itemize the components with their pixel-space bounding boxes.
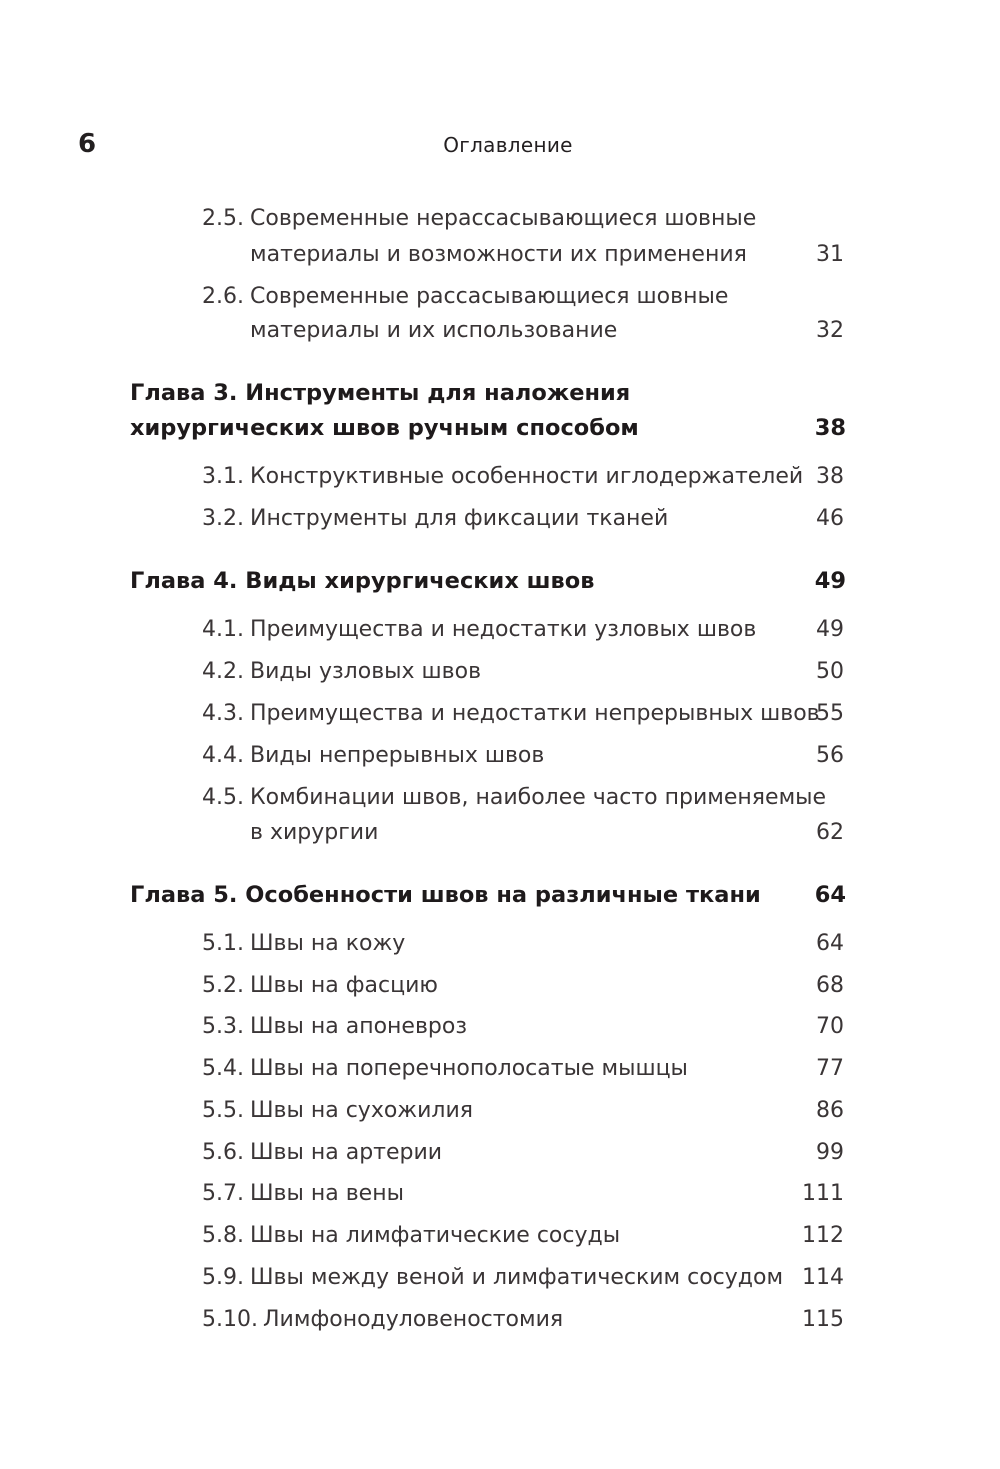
toc-entry-number: 5.10. [202, 1307, 258, 1332]
toc-entry-number: 3.1. [202, 464, 244, 489]
toc-entry-number: 5.9. [202, 1265, 244, 1290]
toc-entry-title: Виды узловых швов [250, 659, 482, 684]
toc-entry-title: Швы на апоневроз [250, 1014, 468, 1039]
toc-entry-title: Швы на вены [250, 1181, 404, 1206]
toc-entry-page: 62 [816, 820, 844, 845]
toc-entry-page: 111 [802, 1181, 844, 1206]
toc-entry-page: 38 [816, 464, 844, 489]
toc-entry-page: 68 [816, 973, 844, 998]
toc-entry-title-line2: материалы и их использование [250, 318, 618, 343]
toc-entry-page: 49 [816, 617, 844, 642]
toc-entry-number: 5.4. [202, 1056, 244, 1081]
toc-chapter-page: 64 [814, 882, 846, 908]
page-number: 6 [78, 129, 97, 159]
toc-entry-number: 5.8. [202, 1223, 244, 1248]
toc-entry-page: 99 [816, 1140, 844, 1165]
toc-entry-page: 50 [816, 659, 844, 684]
toc-entry-title: Конструктивные особенности иглодержателей [250, 464, 804, 489]
toc-entry-number: 4.2. [202, 659, 244, 684]
toc-entry-page: 77 [816, 1056, 844, 1081]
toc-chapter-title-line2: хирургических швов ручным способом [130, 415, 639, 441]
toc-chapter-page: 49 [814, 568, 846, 594]
toc-entry-number: 2.5. [202, 206, 244, 231]
toc-entry-page: 32 [816, 318, 844, 343]
toc-chapter-title: Глава 4. Виды хирургических швов [130, 568, 595, 594]
toc-entry-title: Виды непрерывных швов [250, 743, 545, 768]
toc-entry-number: 5.3. [202, 1014, 244, 1039]
toc-entry-page: 64 [816, 931, 844, 956]
toc-entry-page: 114 [802, 1265, 844, 1290]
toc-entry-title: Инструменты для фиксации тканей [250, 506, 669, 531]
toc-entry-title-line2: в хирургии [250, 820, 379, 845]
toc-entry-page: 115 [802, 1307, 844, 1332]
toc-entry-title: Швы на артерии [250, 1140, 443, 1165]
toc-entry-title: Швы на лимфатические сосуды [250, 1223, 621, 1248]
toc-entry-number: 5.6. [202, 1140, 244, 1165]
toc-entry-title: Швы на фасцию [250, 973, 438, 998]
toc-entry-title-line1: Современные нерассасывающиеся шовные [250, 206, 757, 231]
toc-entry-title: Преимущества и недостатки узловых швов [250, 617, 757, 642]
toc-entry-number: 5.7. [202, 1181, 244, 1206]
toc-entry-page: 56 [816, 743, 844, 768]
toc-entry-page: 55 [816, 701, 844, 726]
toc-entry-page: 46 [816, 506, 844, 531]
toc-entry-title-line2: материалы и возможности их применения [250, 242, 747, 267]
toc-chapter-title-line1: Глава 3. Инструменты для наложения [130, 380, 631, 406]
toc-entry-page: 70 [816, 1014, 844, 1039]
toc-entry-number: 3.2. [202, 506, 244, 531]
toc-entry-number: 4.1. [202, 617, 244, 642]
toc-chapter-title: Глава 5. Особенности швов на различные ткани [130, 882, 761, 908]
toc-chapter-page: 38 [814, 415, 846, 441]
toc-entry-title: Лимфонодуловеностомия [263, 1307, 564, 1332]
toc-entry-page: 86 [816, 1098, 844, 1123]
toc-entry-title: Швы на кожу [250, 931, 406, 956]
toc-entry-number: 5.5. [202, 1098, 244, 1123]
toc-entry-title: Швы на сухожилия [250, 1098, 474, 1123]
toc-entry-title: Преимущества и недостатки непрерывных швов [250, 701, 820, 726]
toc-entry-page: 112 [802, 1223, 844, 1248]
toc-entry-title-line1: Современные рассасывающиеся шовные [250, 284, 729, 309]
toc-entry-number: 2.6. [202, 284, 244, 309]
toc-entry-number: 5.2. [202, 973, 244, 998]
toc-entry-number: 4.3. [202, 701, 244, 726]
toc-entry-number: 4.5. [202, 785, 244, 810]
toc-entry-title: Швы между веной и лимфатическим сосудом [250, 1265, 784, 1290]
toc-entry-title-line1: Комбинации швов, наиболее часто применяемые [250, 785, 827, 810]
toc-entry-title: Швы на поперечнополосатые мышцы [250, 1056, 688, 1081]
toc-entry-number: 5.1. [202, 931, 244, 956]
toc-entry-number: 4.4. [202, 743, 244, 768]
toc-entry-page: 31 [816, 242, 844, 267]
running-head: Оглавление [443, 133, 573, 157]
